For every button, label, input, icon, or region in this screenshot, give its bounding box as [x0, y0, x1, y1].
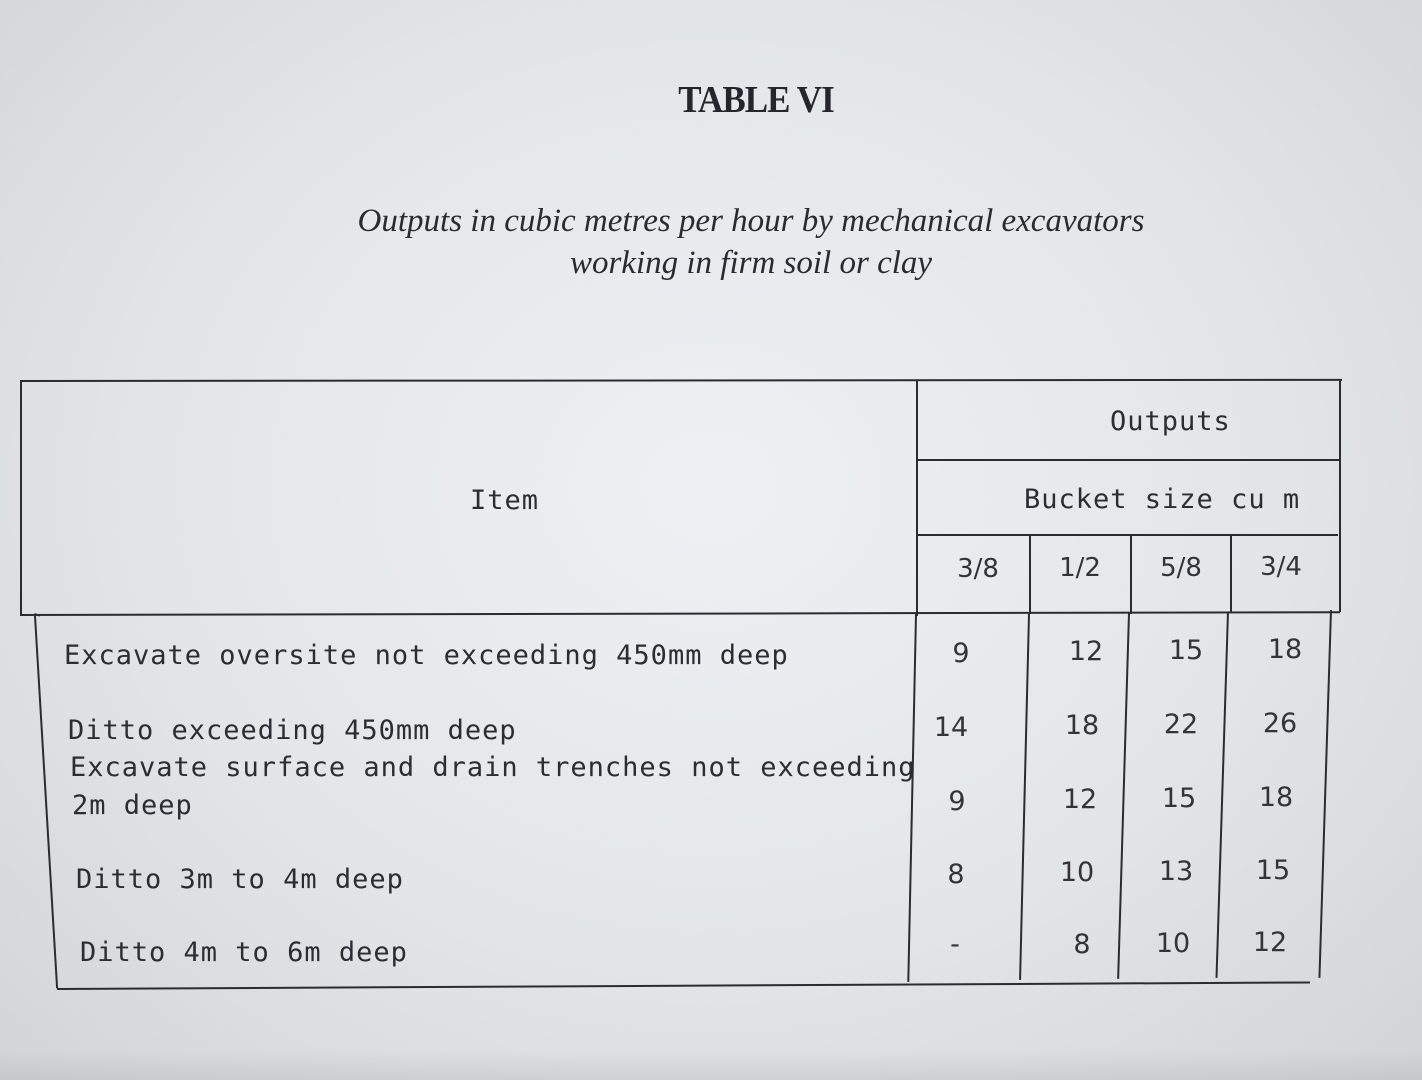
row-item-label-continued: 2m deep: [72, 790, 193, 821]
table-border-left: [20, 380, 22, 616]
bucket-size-3-8: 3/8: [957, 554, 999, 584]
outputs-column-header: Outputs: [1110, 406, 1231, 437]
bucket-size-5-8: 5/8: [1160, 553, 1202, 583]
row-value: 15: [1168, 635, 1204, 666]
outputs-rule: [916, 459, 1340, 461]
table-title: TABLE VI: [678, 79, 834, 121]
caption-line-1: Outputs in cubic metres per hour by mechanical excavators: [357, 203, 1145, 239]
item-column-divider: [916, 381, 918, 616]
bucket-col-divider-2: [1130, 536, 1132, 614]
value-col-divider-1: [1019, 614, 1030, 980]
header-bottom-rule: [20, 611, 1340, 616]
row-value: 8: [947, 859, 965, 890]
bucket-size-header: Bucket size cu m: [1024, 484, 1301, 515]
row-value: 9: [952, 638, 970, 669]
row-item-label: Ditto 4m to 6m deep: [80, 937, 408, 968]
table-border-right-body: [1318, 610, 1332, 978]
caption-line-2: working in firm soil or clay: [569, 245, 933, 281]
row-value: 22: [1163, 709, 1199, 740]
row-value: 18: [1064, 710, 1100, 741]
item-column-header: Item: [470, 485, 540, 516]
row-value: 18: [1258, 782, 1294, 813]
row-value: 10: [1059, 857, 1095, 888]
bucket-rule: [916, 534, 1338, 536]
row-item-label: Ditto 3m to 4m deep: [76, 864, 404, 895]
table-border-bottom: [57, 981, 1310, 990]
row-value: 12: [1062, 784, 1098, 815]
row-item-label: Excavate oversite not exceeding 450mm deep: [64, 640, 789, 671]
row-value: 15: [1161, 783, 1197, 814]
row-value: 18: [1267, 634, 1303, 665]
row-value: -: [950, 929, 960, 960]
row-value: 13: [1158, 856, 1194, 887]
table-border-top: [20, 379, 1342, 382]
bucket-col-divider-1: [1029, 536, 1031, 614]
row-value: 8: [1073, 929, 1091, 960]
row-value: 12: [1068, 636, 1104, 667]
row-value: 26: [1262, 708, 1298, 739]
row-value: 12: [1252, 927, 1288, 958]
table-border-right: [1339, 380, 1341, 612]
item-column-divider-body: [907, 614, 917, 982]
row-value: 9: [948, 786, 966, 817]
bucket-col-divider-3: [1230, 536, 1232, 612]
bucket-size-3-4: 3/4: [1260, 552, 1302, 582]
row-item-label: Ditto exceeding 450mm deep: [68, 715, 517, 746]
bucket-size-1-2: 1/2: [1059, 553, 1101, 583]
row-value: 10: [1155, 928, 1191, 959]
row-item-label: Excavate surface and drain trenches not exceeding: [70, 752, 916, 783]
table-border-left-body: [34, 616, 58, 988]
row-value: 15: [1255, 855, 1291, 886]
page-bottom-shadow: [0, 1050, 1422, 1080]
row-value: 14: [933, 712, 969, 743]
